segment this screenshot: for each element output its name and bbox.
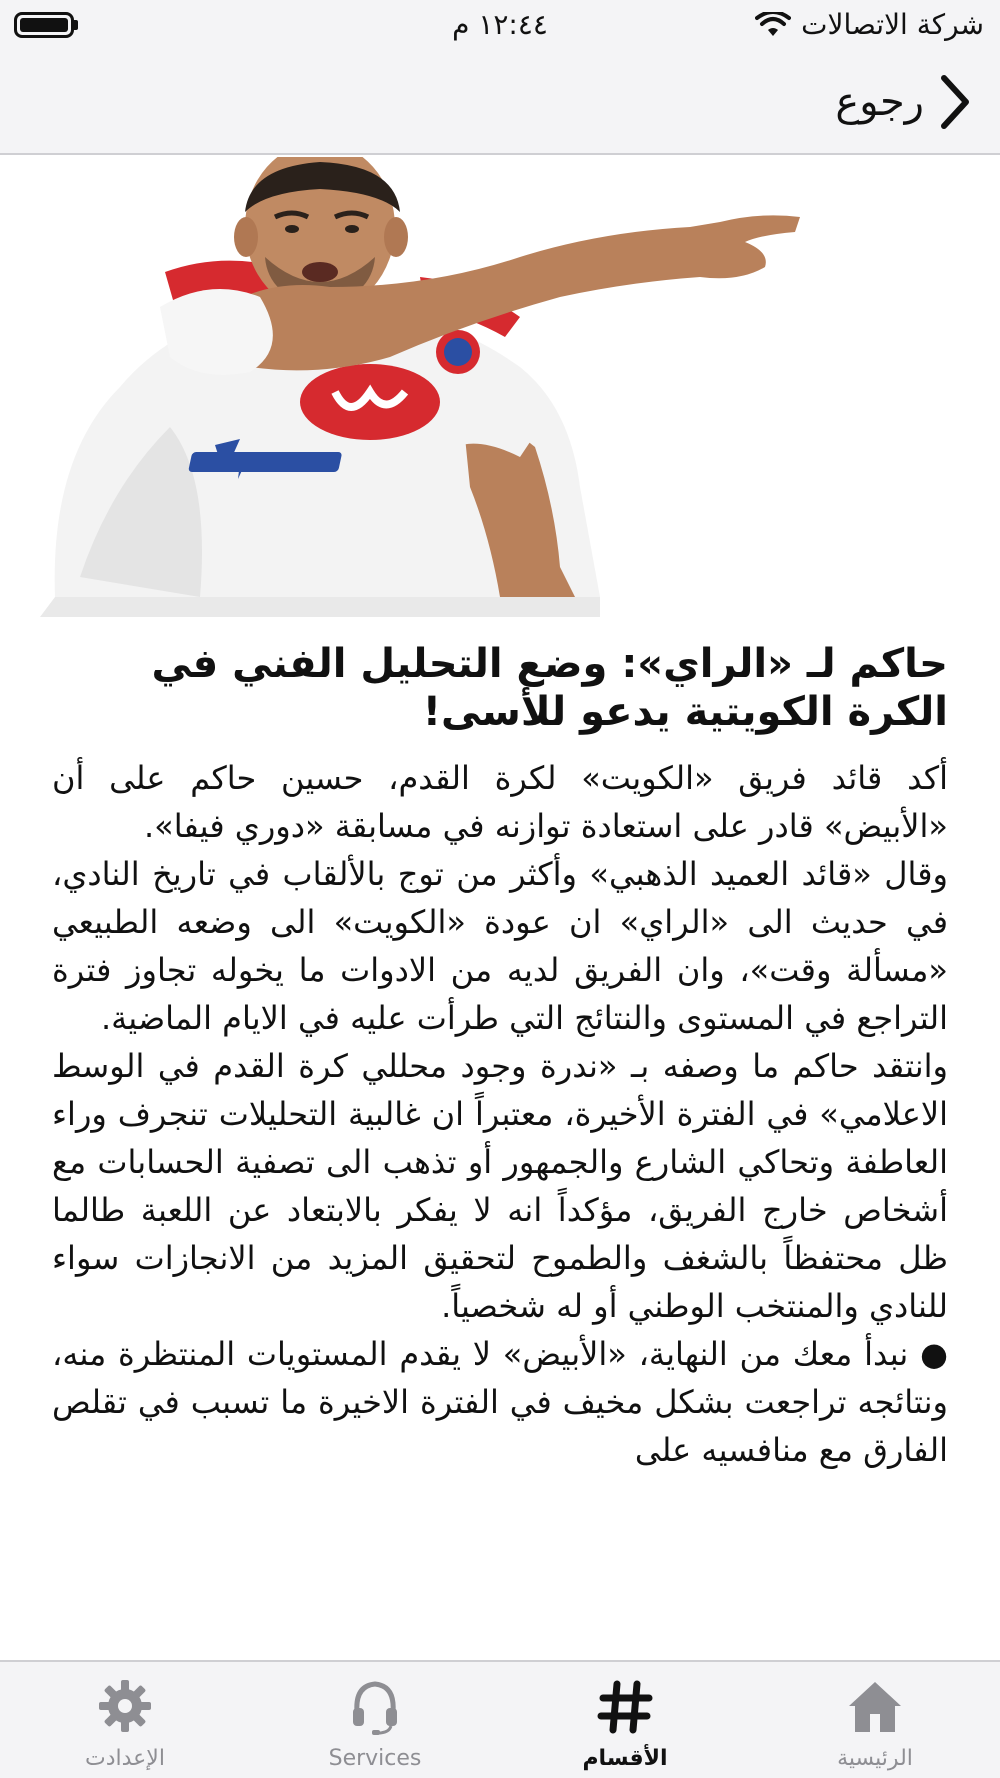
status-time: ١٢:٤٤ م	[452, 8, 548, 41]
back-label: رجوع	[835, 79, 924, 125]
tab-services[interactable]	[250, 1662, 500, 1778]
tab-settings[interactable]	[0, 1662, 250, 1778]
article-paragraph: ● نبدأ معك من النهاية، «الأبيض» لا يقدم المستويات المنتظرة منه، ونتائجه تراجعت بشكل مخيف في الفترة الاخيرة ما تسبب في تقلص الفارق مع منافسيه على	[52, 1335, 948, 1469]
wifi-icon	[755, 12, 791, 38]
headset-icon	[345, 1676, 405, 1736]
carrier-name: شركة الاتصالات	[801, 8, 984, 41]
tab-sections[interactable]	[500, 1662, 750, 1778]
tab-home-label: الرئيسية	[837, 1746, 913, 1771]
hashtag-icon	[595, 1676, 655, 1736]
article-hero-image	[0, 157, 1000, 617]
back-button[interactable]	[835, 72, 972, 132]
carrier-group	[755, 8, 984, 41]
article-body	[52, 640, 948, 1660]
tab-settings-label: الإعدادت	[85, 1746, 165, 1771]
navigation-bar	[0, 50, 1000, 155]
article-paragraph: أكد قائد فريق «الكويت» لكرة القدم، حسين حاكم على أن «الأبيض» قادر على استعادة توازنه في مسابقة «دوري فيفا».	[52, 759, 948, 845]
status-bar	[0, 0, 1000, 50]
tab-home[interactable]	[750, 1662, 1000, 1778]
article-paragraph: وقال «قائد العميد الذهبي» وأكثر من توج بالألقاب في تاريخ النادي، في حديث الى «الراي» ان عودة «الكويت» الى وضعه الطبيعي «مسألة وقت»، وان الفريق لديه من الادوات ما يخوله تجاوز فترة التراجع في المستوى والنتائج التي طرأت عليه في الايام الماضية.	[52, 855, 948, 1037]
chevron-right-icon	[938, 74, 972, 130]
tab-services-label: Services	[328, 1746, 422, 1771]
article-paragraph: وانتقد حاكم ما وصفه بـ «ندرة وجود محللي كرة القدم في الوسط الاعلامي» في الفترة الأخيرة، معتبراً ان غالبية التحليلات تنجرف وراء العاطفة وتحاكي الشارع والجمهور أو تذهب الى تصفية الحسابات مع أشخاص خارج الفريق، مؤكداً انه لا يفكر بالابتعاد عن اللعبة طالما ظل محتفظاً بالشغف والطموح لتحقيق المزيد من الانجازات سواء للنادي والمنتخب الوطني أو له شخصياً.	[52, 1047, 948, 1325]
player-photo	[0, 157, 1000, 617]
gear-icon	[95, 1676, 155, 1736]
tab-bar	[0, 1660, 1000, 1778]
home-icon	[845, 1676, 905, 1736]
article-headline: حاكم لـ «الراي»: وضع التحليل الفني في الكرة الكويتية يدعو للأسى!	[151, 641, 948, 735]
tab-sections-label: الأقسام	[582, 1746, 668, 1771]
